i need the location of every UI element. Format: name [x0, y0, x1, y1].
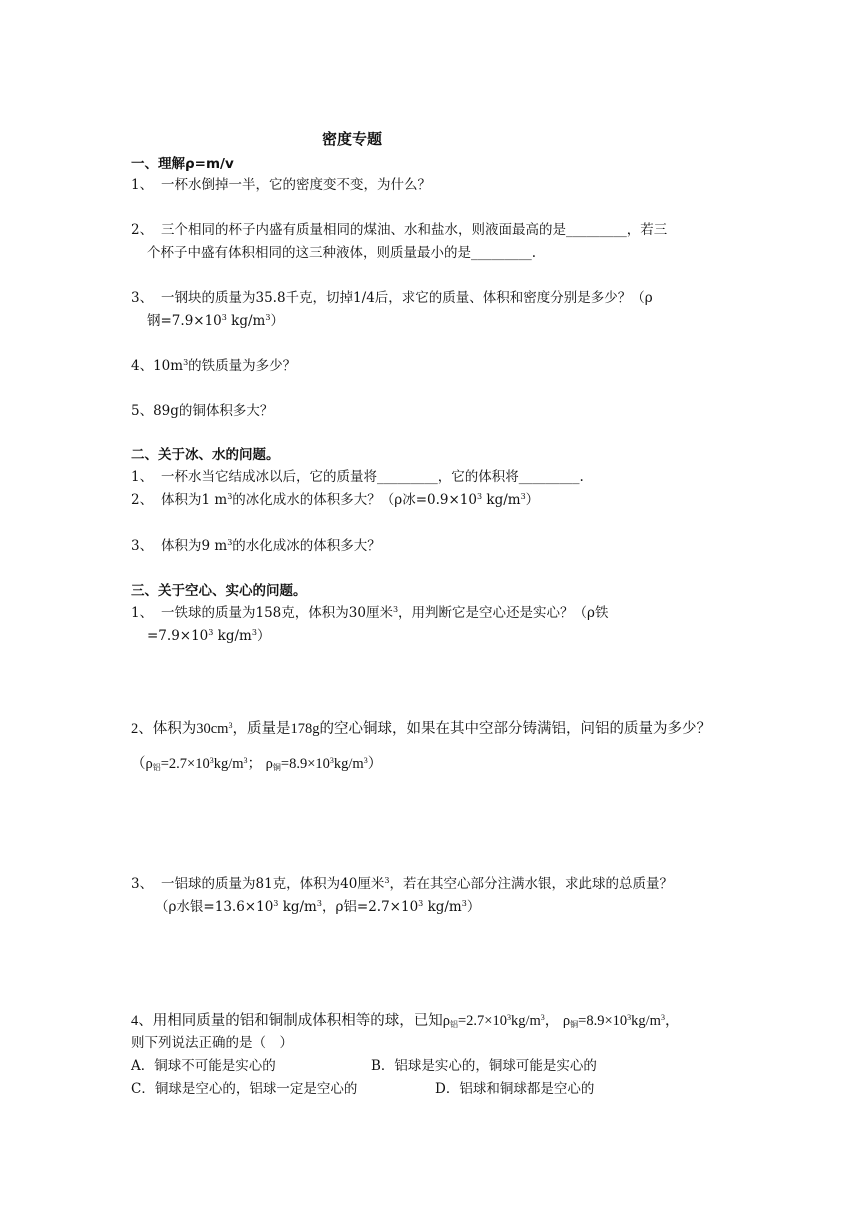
s3-q3-l2d: kg/m [427, 899, 462, 915]
s3-q1-l2sup2: 3 [251, 628, 257, 637]
s1-q3-l2b: kg/m [231, 313, 266, 329]
s3-q1-l2c: ） [256, 628, 271, 644]
s3-q2-line2 [131, 755, 382, 777]
s3-q1-num: 1、 [131, 605, 154, 621]
s3-q3-num: 3、 [131, 876, 154, 892]
s3-q2-l2b: =2.7×10 [160, 756, 210, 772]
s2-q2-sup2: 3 [477, 492, 483, 501]
s3-q2-sub1: 铝 [152, 763, 161, 772]
s3-q1-a: 一铁球的质量为158克，体积为30厘米 [161, 605, 393, 621]
s3-q3-l2sup2: 3 [316, 899, 322, 908]
s1-q2-text1: 三个相同的杯子内盛有质量相同的煤油、水和盐水，则液面最高的是_________，若三 [161, 222, 668, 238]
section1-heading: 一、理解ρ=m/v [131, 156, 234, 172]
s2-q2-num: 2、 [131, 492, 154, 508]
s1-q4-b: 的铁质量为多少？ [188, 358, 297, 374]
s3-q3-a: 一铝球的质量为81克，体积为40厘米 [161, 876, 385, 892]
s2-q3-a: 体积为9 m [161, 538, 228, 554]
s1-q3-sup2: 3 [265, 313, 271, 322]
s3-q4-sup1: 3 [506, 1013, 511, 1022]
s3-q2-l2f: kg/m [333, 756, 364, 772]
s3-q2-l2g: ） [367, 756, 383, 772]
s3-q4-c: kg/m [510, 1013, 541, 1029]
s2-q3 [131, 537, 381, 555]
s3-q4-line2: 则下列说法正确的是（ ） [131, 1035, 293, 1051]
option-c: C．铜球是空心的，铝球一定是空心的 [131, 1081, 358, 1097]
s3-q1-line2 [147, 627, 270, 645]
s1-q3-line2 [147, 312, 284, 330]
s3-q1-l2b: kg/m [217, 628, 252, 644]
section2-heading: 二、关于冰、水的问题。 [131, 447, 280, 463]
s3-q2-a: 2、体积为30cm [131, 721, 229, 737]
s3-q3-l2c: ，ρ铝=2.7×10 [321, 899, 419, 915]
s3-q3-l2sup1: 3 [273, 899, 279, 908]
s1-q5: 5、89g的铜体积多大？ [131, 403, 274, 419]
s3-q3-line1 [131, 875, 673, 893]
s2-q1-text: 一杯水当它结成冰以后，它的质量将_________，它的体积将_________. [161, 469, 584, 485]
s3-q2-sub2: 铜 [272, 763, 281, 772]
s3-q1-b: ，用判断它是空心还是实心？（ρ铁 [398, 605, 609, 621]
option-a: A．铜球不可能是实心的 [131, 1058, 276, 1074]
s1-q3-l2c: ） [270, 313, 284, 329]
s3-q3-l2a: （ρ水银=13.6×10 [155, 899, 274, 915]
s3-q2-l2sup2: 3 [243, 756, 248, 765]
s1-q2-line2: 个杯子中盛有体积相同的这三种液体，则质量最小的是_________. [147, 245, 537, 261]
s3-q2-l2sup1: 3 [209, 756, 214, 765]
s3-q4-sup3: 3 [627, 1013, 632, 1022]
s2-q1-num: 1、 [131, 469, 154, 485]
s3-q2-l2a: （ρ [131, 756, 153, 772]
s2-q2 [131, 491, 539, 509]
s3-q1-sup: 3 [392, 605, 399, 614]
s3-q2-line1 [131, 720, 711, 738]
s3-q2-l2d: ； ρ [247, 756, 273, 772]
s3-q4-sup4: 3 [660, 1013, 665, 1022]
s1-q3-text1: 一钢块的质量为35.8千克，切掉1/4后，求它的质量、体积和密度分别是多少？（ρ [161, 290, 653, 306]
s2-q2-b: 的冰化成水的体积多大？（ρ冰=0.9×10 [232, 492, 477, 508]
s3-q3-l2b: kg/m [282, 899, 317, 915]
page-title: 密度专题 [322, 130, 383, 148]
s2-q2-a: 体积为1 m [161, 492, 228, 508]
s3-q2-sup: 3 [228, 721, 233, 730]
s3-q4-e: =8.9×10 [578, 1013, 628, 1029]
s1-q4-a: 4、10m [131, 358, 184, 374]
s2-q2-sup3: 3 [520, 492, 526, 501]
s3-q4-a: 4、用相同质量的铝和铜制成体积相等的球，已知ρ [131, 1013, 450, 1029]
s3-q3-l2sup3: 3 [418, 899, 424, 908]
s2-q2-sup1: 3 [227, 492, 233, 501]
s2-q3-num: 3、 [131, 538, 154, 554]
s2-q2-c: kg/m [486, 492, 521, 508]
s3-q4-line1 [131, 1012, 679, 1034]
s3-q1-line1 [131, 604, 608, 622]
s3-q2-l2sup4: 3 [363, 756, 368, 765]
s1-q1-num: 1、 [131, 177, 154, 193]
s3-q2-b: ，质量是178g的空心铜球，如果在其中空部分铸满铝，问铝的质量为多少？ [232, 721, 711, 737]
s2-q3-b: 的水化成冰的体积多大？ [232, 538, 381, 554]
s1-q3-l2a: 钢=7.9×10 [147, 313, 222, 329]
s3-q1-l2sup1: 3 [208, 628, 214, 637]
s1-q4-sup: 3 [183, 358, 189, 367]
s3-q4-sub1: 铝 [449, 1020, 458, 1029]
s3-q3-b: ，若在其空心部分注满水银，求此球的总质量？ [389, 876, 673, 892]
s3-q2-l2e: =8.9×10 [280, 756, 330, 772]
s3-q1-l2a: =7.9×10 [147, 628, 209, 644]
s1-q3-line1 [131, 289, 653, 307]
s3-q3-line2 [155, 898, 480, 916]
option-b: B．铝球是实心的，铜球可能是实心的 [371, 1058, 597, 1074]
option-d: D．铝球和铜球都是空心的 [435, 1081, 595, 1097]
s3-q4-sub2: 铜 [570, 1020, 579, 1029]
s3-q2-l2sup3: 3 [329, 756, 334, 765]
s2-q2-d: ） [525, 492, 540, 508]
s2-q3-sup: 3 [227, 538, 233, 547]
s1-q1 [131, 176, 431, 194]
s3-q4-g: ， [664, 1013, 680, 1029]
s3-q3-l2e: ） [466, 899, 481, 915]
s1-q3-num: 3、 [131, 290, 154, 306]
s1-q2-num: 2、 [131, 222, 154, 238]
s3-q3-l2sup4: 3 [461, 899, 467, 908]
s3-q3-sup: 3 [384, 876, 390, 885]
s1-q1-text: 一杯水倒掉一半，它的密度变不变，为什么？ [161, 177, 431, 193]
s1-q3-sup1: 3 [221, 313, 227, 322]
section3-heading: 三、关于空心、实心的问题。 [131, 583, 307, 599]
s3-q4-f: kg/m [631, 1013, 661, 1029]
s1-q2-line1 [131, 221, 667, 239]
s1-q4 [131, 357, 296, 375]
s3-q4-d: ， ρ [544, 1013, 571, 1029]
s3-q4-sup2: 3 [540, 1013, 545, 1022]
s3-q4-b: =2.7×10 [457, 1013, 507, 1029]
s3-q2-l2c: kg/m [213, 756, 244, 772]
s2-q1 [131, 468, 584, 486]
